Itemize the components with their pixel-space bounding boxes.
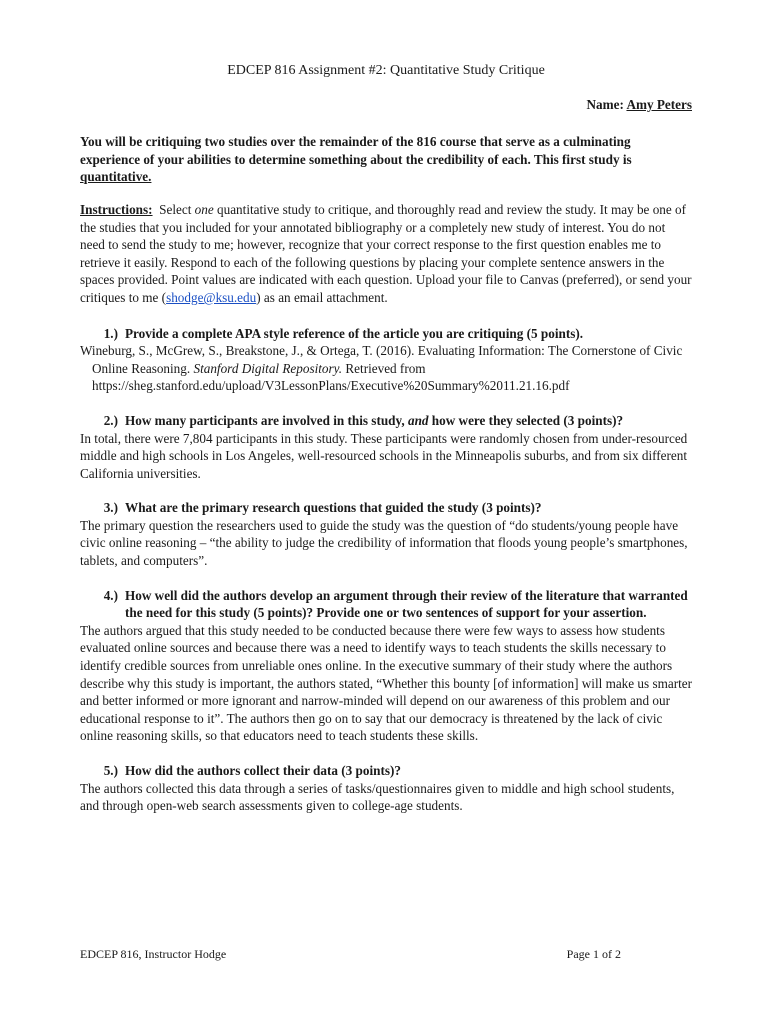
intro-text: You will be critiquing two studies over the remainder of the 816 course that serve as a culminating experience of your abilities to determine something about the credibility of each. This first study is (80, 134, 632, 167)
intro-paragraph (80, 133, 692, 186)
reference-source: Stanford Digital Repository. (193, 360, 343, 376)
question-number: 3.) (103, 500, 118, 516)
question-number: 1.) (103, 325, 118, 341)
question-number: 2.) (103, 412, 118, 428)
answer-1-reference (80, 342, 692, 395)
question-3 (80, 499, 692, 517)
question-4 (80, 587, 692, 622)
page-footer (80, 946, 621, 964)
instructor-email-link[interactable]: shodge@ksu.edu (166, 289, 257, 305)
question-text: Provide a complete APA style reference of the article you are critiquing (5 points). (125, 325, 584, 341)
question-text: How did the authors collect their data (3 points)? (125, 763, 401, 778)
question-text-part: How many participants are involved in this study, (125, 412, 408, 428)
name-line (80, 96, 692, 114)
question-2 (80, 412, 692, 430)
question-text: How well did the authors develop an argument through their review of the literature that warranted the need for this study (5 points)? Provide one or two sentences of support for your assertion. (125, 587, 688, 621)
intro-quantitative: quantitative. (80, 169, 152, 185)
name-label: Name: (586, 96, 624, 112)
question-number: 5.) (103, 763, 118, 778)
instructions-label: Instructions: (80, 201, 153, 217)
student-name: Amy Peters (626, 96, 692, 112)
instructions-paragraph (80, 201, 692, 307)
question-1 (80, 325, 692, 343)
footer-page-number: Page 1 of 2 (566, 947, 621, 961)
question-5 (80, 762, 692, 780)
answer-2: In total, there were 7,804 participants in this study. These participants were randomly chosen from under-resourced middle and high schools in Los Angeles, well-resourced schools in the Minneapolis suburbs, and from six different California universities. (80, 430, 688, 481)
question-text: What are the primary research questions that guided the study (3 points)? (125, 500, 542, 516)
question-emphasis: and (407, 412, 429, 428)
question-number: 4.) (103, 587, 118, 603)
answer-3: The primary question the researchers used to guide the study was the question of “do students/young people have civic online reasoning – “the ability to judge the credibility of information that floods young people’s smartphones, tablets, and computers”. (80, 517, 688, 569)
document-title: EDCEP 816 Assignment #2: Quantitative Study Critique (227, 63, 545, 78)
question-text-part: how were they selected (3 points)? (428, 412, 624, 428)
question-text (125, 412, 692, 430)
instructions-text-2: quantitative study to critique, and thoroughly read and review the study. It may be one of the studies that you included for your annotated bibliography or a completely new study of interest. You do not need to send the study to me; however, recognize that your correct response to the first question enables me to retrieve it easily. Respond to each of the following questions by placing your complete sentence answers in the spaces provided. Point values are indicated with each question. Upload your file to Canvas (preferred), or send your critiques to me ( (80, 201, 692, 305)
document-body (80, 62, 692, 832)
instructions-text-1: Select (159, 201, 195, 217)
instructions-emphasis: one (194, 201, 214, 217)
answer-4: The authors argued that this study needed to be conducted because there were few ways to assess how students evaluated online sources and because there was a need to identify ways to teach students the skills necessary to identify credible sources from unreliable ones online. In the executive summary of their study where the authors describe why this study is important, the authors stated, “Whether this bounty [of information] will make us smarter and better informed or more ignorant and narrow-minded will depend on our awareness of this problem and our educational response to it”. The authors then go on to say that our democracy is threatened by the lack of civic online reasoning skills, so that educators need to teach students these skills. (80, 622, 692, 744)
reference-text: Wineburg, S., McGrew, S., Breakstone, J., & Ortega, T. (2016). Evaluating Information: The Cornerstone of Civic Online Reasoning. (80, 343, 683, 376)
reference-url: Retrieved from https://sheg.stanford.edu/upload/V3LessonPlans/Executive%20Summary%2011.21.16.pdf (92, 360, 570, 394)
footer-course: EDCEP 816, Instructor Hodge (80, 947, 227, 961)
instructions-text-3: ) as an email attachment. (256, 289, 388, 305)
answer-5: The authors collected this data through a series of tasks/questionnaires given to middle and high school students, and through open-web search assessments given to college-age students. (80, 780, 675, 814)
